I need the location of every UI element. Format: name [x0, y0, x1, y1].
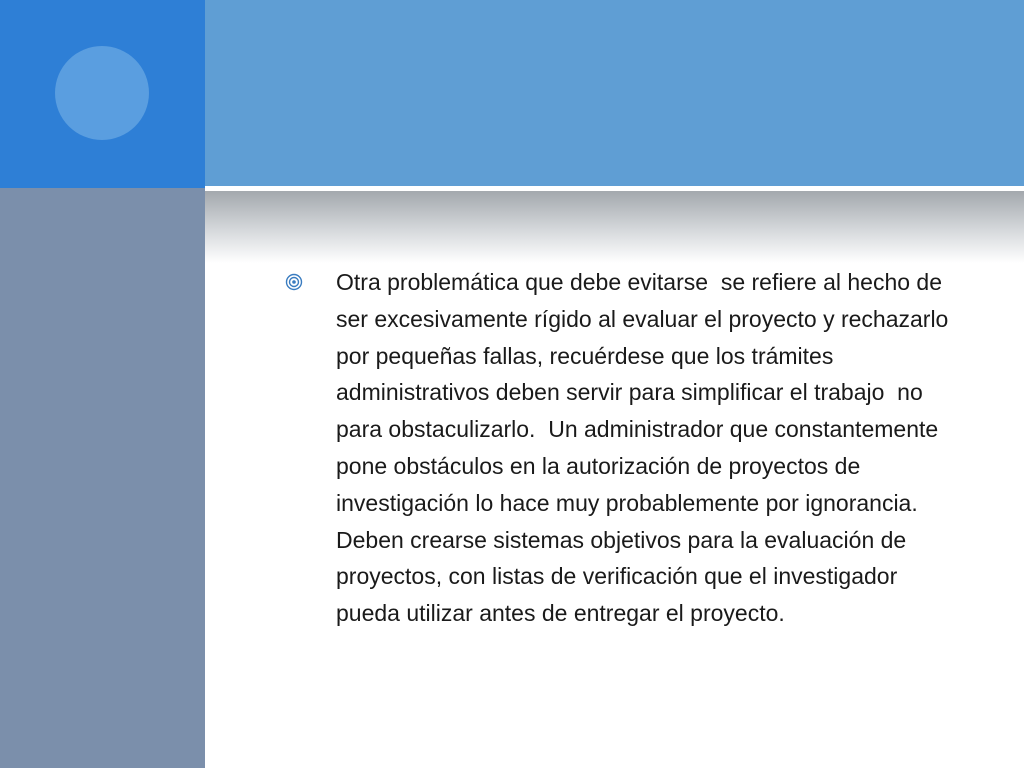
- decorative-circle: [55, 46, 149, 140]
- title-band: [205, 0, 1024, 186]
- slide-content: [285, 264, 985, 632]
- bullet-item: [285, 264, 985, 632]
- concentric-circle-bullet-icon: [285, 273, 303, 291]
- gradient-strip: [205, 191, 1024, 263]
- left-side-panel: [0, 188, 205, 768]
- bullet-text: Otra problemática que debe evitarse se refiere al hecho de ser excesivamente rígido al evaluar el proyecto y rechazarlo por pequeñas fallas, recuérdese que los trámites administrativos deben servir para simplificar el trabajo no para obstaculizarlo. Un administrador que constantemente pone obstáculos en la autorización de proyectos de investigación lo hace muy probablemente por ignorancia. Deben crearse sistemas objetivos para la evaluación de proyectos, con listas de verificación que el investigador pueda utilizar antes de entregar el proyecto.: [336, 269, 955, 627]
- left-accent-panel: [0, 0, 205, 188]
